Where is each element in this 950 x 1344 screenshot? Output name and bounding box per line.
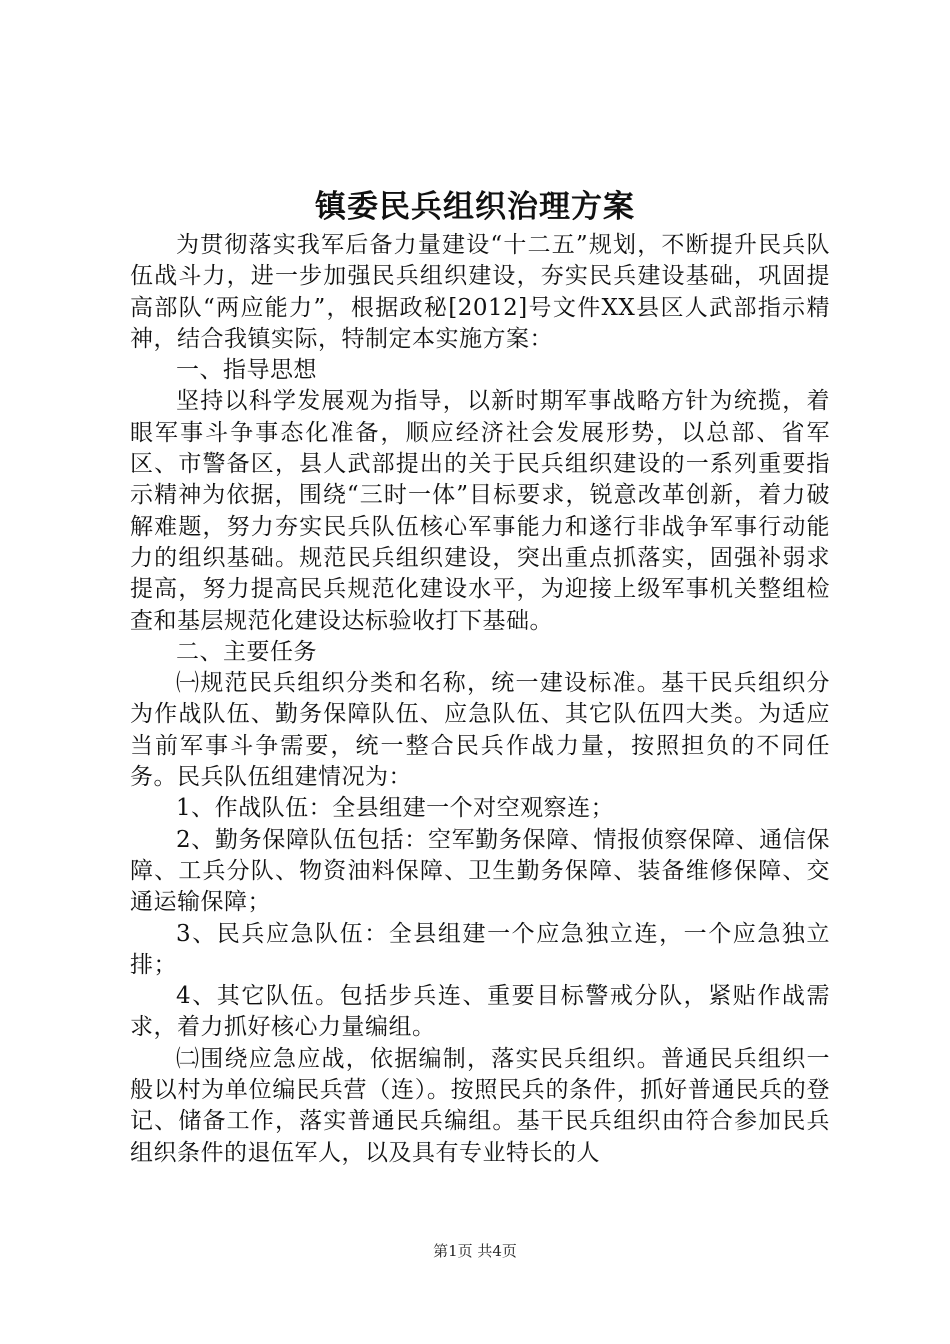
document-body	[130, 230, 830, 1169]
intro-paragraph: 为贯彻落实我军后备力量建设“十二五”规划，不断提升民兵队伍战斗力，进一步加强民兵组织建设，夯实民兵建设基础，巩固提高部队“两应能力”，根据政秘[2012]号文件XX县区人武部指示精神，结合我镇实际，特制定本实施方案：	[130, 232, 830, 352]
section-heading-guiding-ideology: 一、指导思想	[176, 357, 317, 384]
task-two-paragraph: ㈡围绕应急应战，依据编制，落实民兵组织。普通民兵组织一般以村为单位编民兵营（连）。按照民兵的条件，抓好普通民兵的登记、储备工作，落实普通民兵编组。基干民兵组织由符合参加民兵组织条件的退伍军人，以及具有专业特长的人	[130, 1045, 830, 1166]
list-item-combat-team: 1、作战队伍：全县组建一个对空观察连；	[176, 795, 615, 822]
guiding-ideology-paragraph: 坚持以科学发展观为指导，以新时期军事战略方针为统揽，着眼军事斗争事态化准备，顺应经济社会发展形势，以总部、省军区、市警备区，县人武部提出的关于民兵组织建设的一系列重要指示精神为依据，围绕“三时一体”目标要求，锐意改革创新，着力破解难题，努力夯实民兵队伍核心军事能力和遂行非战争军事行动能力的组织基础。规范民兵组织建设，突出重点抓落实，固强补弱求提高，努力提高民兵规范化建设水平，为迎接上级军事机关整组检查和基层规范化建设达标验收打下基础。	[130, 388, 830, 634]
section-heading-main-tasks: 二、主要任务	[176, 638, 317, 665]
document-title: 镇委民兵组织治理方案	[315, 189, 635, 225]
task-one-paragraph: ㈠规范民兵组织分类和名称，统一建设标准。基干民兵组织分为作战队伍、勤务保障队伍、应急队伍、其它队伍四大类。为适应当前军事斗争需要，统一整合民兵作战力量，按照担负的不同任务。民兵队伍组建情况为：	[130, 670, 830, 791]
list-item-emergency-team: 3、民兵应急队伍：全县组建一个应急独立连，一个应急独立排；	[130, 920, 830, 978]
list-item-other-team: 4、其它队伍。包括步兵连、重要目标警戒分队，紧贴作战需求，着力抓好核心力量编组。	[130, 983, 830, 1041]
list-item-logistics-team: 2、勤务保障队伍包括：空军勤务保障、情报侦察保障、通信保障、工兵分队、物资油料保障、卫生勤务保障、装备维修保障、交通运输保障；	[130, 826, 830, 916]
page-footer: 第1页 共4页	[433, 1242, 517, 1260]
